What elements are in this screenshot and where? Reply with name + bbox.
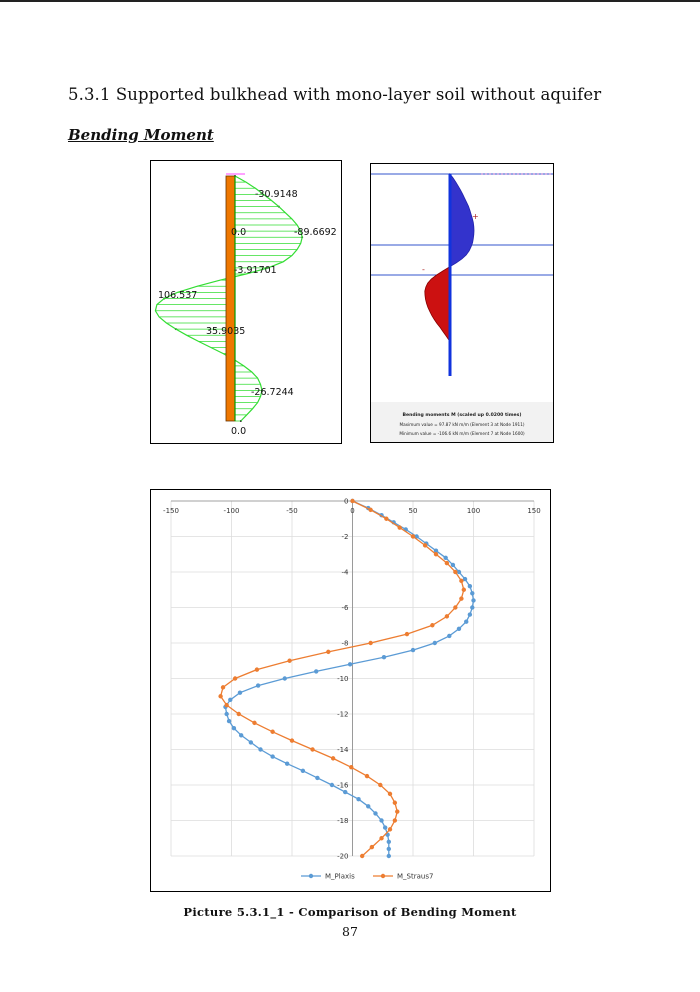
data-point	[457, 627, 461, 631]
data-point	[224, 712, 228, 716]
data-point	[447, 634, 451, 638]
data-point	[468, 584, 472, 588]
x-tick-label: 150	[527, 507, 541, 515]
data-point	[453, 570, 457, 574]
data-point	[368, 641, 372, 645]
wall-element	[226, 176, 235, 421]
page-number: 87	[342, 924, 358, 939]
top-rule	[0, 0, 700, 2]
y-tick-label: -4	[341, 568, 349, 577]
y-tick-label: -14	[337, 746, 349, 754]
data-point	[370, 845, 374, 849]
footer-title: Bending moments M (scaled up 0.0200 times)	[402, 413, 522, 418]
data-point	[470, 605, 474, 609]
data-point	[287, 659, 291, 663]
y-tick-label: -20	[337, 852, 349, 861]
x-tick-label: -150	[163, 507, 179, 515]
data-point	[290, 738, 294, 742]
data-point	[356, 797, 360, 801]
data-point	[423, 543, 427, 547]
data-point	[433, 641, 437, 645]
moment-label: 0.0	[231, 426, 247, 437]
minus-marker: -	[422, 265, 425, 274]
data-point	[349, 765, 353, 769]
data-point	[393, 818, 397, 822]
plaxis-diagram-svg	[371, 164, 553, 442]
footer-min-value: Minimum value = -106.6 kN m/m (Element 7 at Node 1600)	[399, 431, 525, 436]
data-point	[343, 790, 347, 794]
data-point	[468, 612, 472, 616]
data-point	[326, 650, 330, 654]
data-point	[360, 854, 364, 858]
data-point	[237, 712, 241, 716]
y-tick-label: 0	[344, 497, 349, 506]
data-point	[462, 588, 466, 592]
data-point	[388, 827, 392, 831]
data-point	[221, 685, 225, 689]
legend-swatch-marker	[381, 874, 385, 878]
y-tick-label: -18	[337, 817, 349, 825]
data-point	[228, 698, 232, 702]
data-point	[227, 719, 231, 723]
data-point	[348, 662, 352, 666]
data-point	[388, 792, 392, 796]
data-point	[459, 596, 463, 600]
data-point	[285, 762, 289, 766]
x-tick-label: 0	[350, 507, 355, 515]
data-point	[330, 783, 334, 787]
data-point	[393, 801, 397, 805]
data-point	[384, 517, 388, 521]
data-point	[464, 620, 468, 624]
data-point	[366, 804, 370, 808]
x-tick-label: 50	[408, 507, 418, 515]
data-point	[301, 769, 305, 773]
y-tick-label: -2	[341, 533, 349, 541]
data-point	[256, 683, 260, 687]
y-tick-label: -6	[341, 604, 349, 612]
subsection-heading: Bending Moment	[68, 126, 214, 144]
moment-label: -26.7244	[251, 387, 294, 398]
y-tick-label: -16	[337, 781, 349, 790]
data-point	[430, 623, 434, 627]
legend-label: M_Straus7	[397, 872, 434, 881]
data-point	[382, 655, 386, 659]
data-point	[445, 561, 449, 565]
data-point	[331, 756, 335, 760]
data-point	[233, 676, 237, 680]
legend-label: M_Plaxis	[325, 872, 355, 881]
data-point	[252, 721, 256, 725]
positive-moment-area	[450, 174, 475, 267]
moment-label: -30.9148	[255, 189, 298, 200]
legend-entry	[301, 873, 355, 881]
moment-label: -89.6692	[294, 227, 337, 238]
section-heading: 5.3.1 Supported bulkhead with mono-layer soil without aquifer	[68, 85, 602, 104]
data-point	[378, 783, 382, 787]
data-point	[459, 579, 463, 583]
x-tick-label: -50	[286, 507, 298, 515]
plus-marker: +	[472, 212, 479, 221]
y-tick-label: -8	[341, 639, 349, 648]
data-point	[445, 614, 449, 618]
data-point	[314, 669, 318, 673]
comparison-chart-svg	[151, 490, 550, 891]
data-point	[365, 774, 369, 778]
data-point	[379, 818, 383, 822]
data-point	[379, 836, 383, 840]
data-point	[310, 747, 314, 751]
data-point	[470, 591, 474, 595]
y-tick-label: -10	[337, 675, 349, 683]
moment-label: 106.537	[158, 290, 198, 301]
figure-caption: Picture 5.3.1_1 - Comparison of Bending Moment	[183, 905, 517, 919]
data-point	[232, 726, 236, 730]
data-point	[224, 703, 228, 707]
x-tick-label: -100	[223, 507, 240, 515]
x-tick-label: 100	[466, 507, 481, 515]
data-point	[387, 840, 391, 844]
legend-swatch-marker	[309, 874, 313, 878]
data-point	[411, 648, 415, 652]
data-point	[453, 605, 457, 609]
data-point	[255, 667, 259, 671]
data-point	[258, 747, 262, 751]
negative-moment-area	[425, 267, 450, 340]
y-tick-label: -12	[337, 710, 349, 719]
data-point	[218, 694, 222, 698]
plaxis-moment-diagram	[370, 163, 554, 443]
data-point	[387, 854, 391, 858]
data-point	[471, 598, 475, 602]
data-point	[411, 534, 415, 538]
moment-label: -3.91701	[234, 265, 277, 276]
data-point	[434, 552, 438, 556]
data-point	[443, 556, 447, 560]
data-point	[405, 632, 409, 636]
data-point	[350, 499, 354, 503]
data-point	[315, 776, 319, 780]
data-point	[283, 676, 287, 680]
data-point	[368, 508, 372, 512]
data-point	[239, 733, 243, 737]
data-point	[451, 563, 455, 567]
footer-max-value: Maximum value = 97.87 kN m/m (Element 3 at Node 1911)	[399, 422, 525, 427]
data-point	[387, 847, 391, 851]
data-point	[373, 811, 377, 815]
comparison-chart	[150, 489, 551, 892]
moment-label: 35.9035	[206, 326, 246, 337]
legend-entry	[373, 873, 433, 881]
data-point	[397, 525, 401, 529]
data-point	[249, 740, 253, 744]
moment-label: 0.0	[231, 227, 247, 238]
data-point	[383, 825, 387, 829]
data-point	[395, 809, 399, 813]
straus7-moment-diagram	[150, 160, 342, 444]
straus7-diagram-svg	[151, 161, 341, 443]
data-point	[270, 754, 274, 758]
chart-legend	[301, 873, 433, 881]
data-point	[270, 730, 274, 734]
chart-axes	[163, 498, 541, 861]
data-point	[238, 691, 242, 695]
